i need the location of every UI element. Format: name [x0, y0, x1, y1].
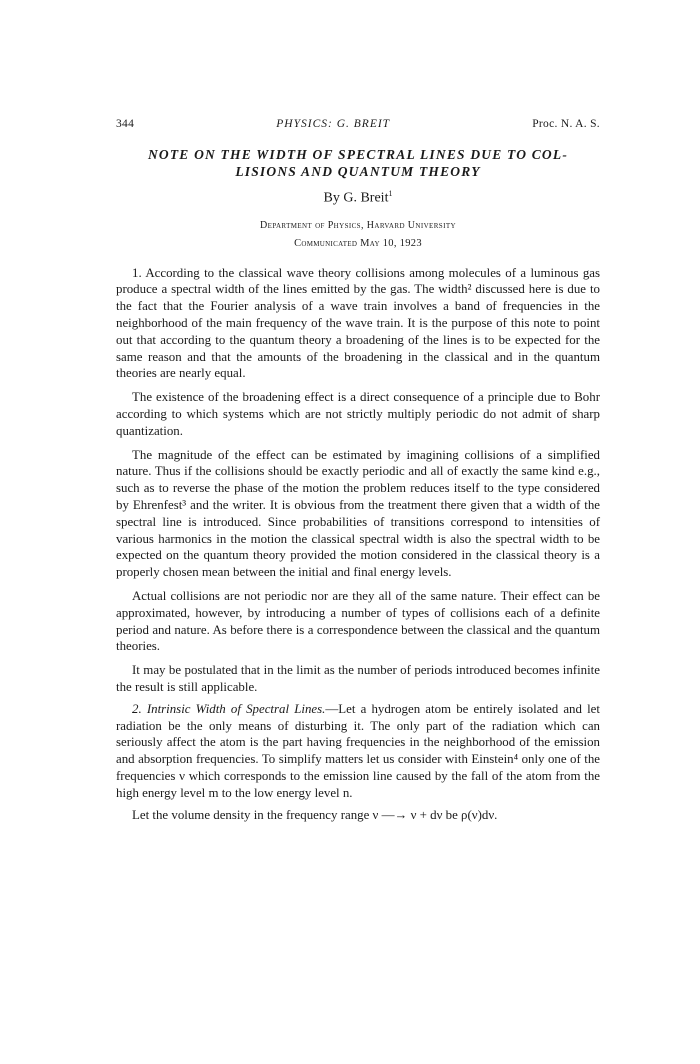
running-title: PHYSICS: G. BREIT	[276, 118, 391, 130]
paragraph-4: Actual collisions are not periodic nor are they all of the same nature. Their effect can be approximated, however, by introducing a number of types of collisions each of a definite period and nature. As before there is a correspondence between the classical and the quantum theories.	[116, 589, 600, 654]
paragraph-3: The magnitude of the effect can be estimated by imagining collisions of a simplified nature. Thus if the collisions should be exactly periodic and all of exactly the same kind e.g., such as to reverse the phase of the motion the problem reduces itself to the type considered by Ehrenfest³ and the writer. It is obvious from the treatment there given that a width of the spectral line is introduced. Since probabilities of transitions correspond to intensities of various harmonics in the motion the classical spectral width is also the spectral width to be expected on the quantum theory provided the motion considered in the classical theory is a properly chosen mean between the initial and final energy levels.	[116, 447, 600, 580]
paragraph-7: Let the volume density in the frequency range ν —→ ν + dν be ρ(ν)dν.	[132, 807, 498, 822]
affiliation: Department of Physics, Harvard University	[260, 219, 456, 231]
paper-page	[116, 118, 600, 830]
article-title-line-1: NOTE ON THE WIDTH OF SPECTRAL LINES DUE TO COL-	[147, 147, 569, 162]
communicated-date: Communicated May 10, 1923	[294, 237, 422, 249]
author-line	[116, 189, 600, 207]
paragraph-6-text: —Let a hydrogen atom be entirely isolated and let radiation be the only means of disturbing it. The only part of the radiation which can seriously affect the atom is the part having frequencies in the neighborhood of the emission and absorption frequencies. To simplify matters let us consider with Einstein⁴ only one of the frequencies ν which corresponds to the emission line caused by the fall of the atom from the high energy level m to the low energy level n.	[116, 701, 600, 800]
article-body	[116, 265, 600, 824]
section-heading: 2. Intrinsic Width of Spectral Lines.	[132, 701, 326, 716]
paragraph-5: It may be postulated that in the limit as the number of periods introduced becomes infinite the result is still applicable.	[116, 663, 600, 694]
author-footnote-mark: 1	[388, 189, 393, 198]
journal-abbrev: Proc. N. A. S.	[532, 118, 600, 130]
paragraph-1: 1. According to the classical wave theory collisions among molecules of a luminous gas produce a spectral width of the lines emitted by the gas. The width² discussed here is due to the fact that the Fourier analysis of a wave train involves a band of frequencies in the neighborhood of the main frequency of the wave train. It is the purpose of this note to point out that according to the quantum theory a broadening of the lines is to be expected for the same reason and that the amounts of the broadening in the classical and in the quantum theories are nearly equal.	[116, 265, 600, 381]
article-title	[116, 146, 600, 180]
article-title-line-2: LISIONS AND QUANTUM THEORY	[235, 164, 481, 179]
paragraph-2: The existence of the broadening effect is a direct consequence of a principle due to Bohr according to which systems which are not strictly multiply periodic do not admit of sharp quantization.	[116, 390, 600, 438]
page-number: 344	[116, 118, 135, 130]
running-header	[116, 118, 600, 130]
paragraph-6	[116, 701, 600, 802]
author-name: By G. Breit	[323, 190, 389, 206]
